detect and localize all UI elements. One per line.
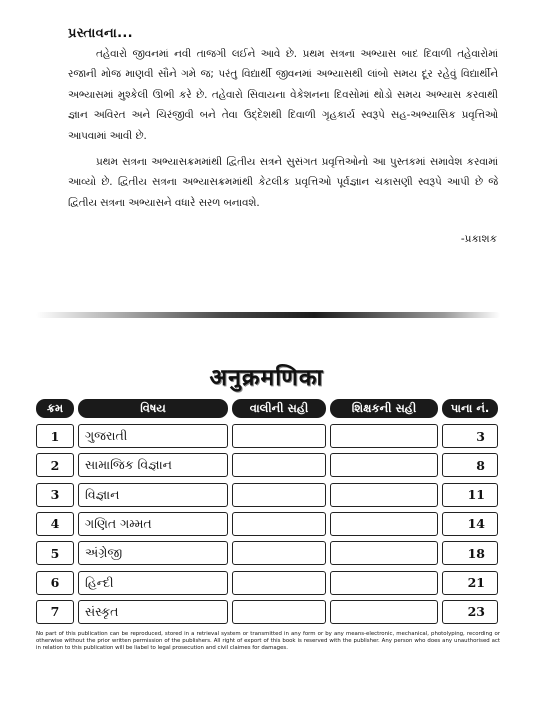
publisher-signature: -પ્રકાશક bbox=[460, 233, 497, 245]
row-subject: હિન્દી bbox=[78, 571, 228, 595]
header-page-no: પાના નં. bbox=[442, 399, 498, 418]
parent-sign-box bbox=[232, 424, 326, 448]
parent-sign-box bbox=[232, 541, 326, 565]
row-subject: ગુજરાતી bbox=[78, 424, 228, 448]
index-title: अनुक्रमणिका bbox=[209, 365, 324, 391]
teacher-sign-box bbox=[330, 424, 438, 448]
row-subject: સામાજિક વિજ્ઞાન bbox=[78, 453, 228, 477]
parent-sign-box bbox=[232, 600, 326, 624]
section-divider bbox=[36, 312, 500, 318]
teacher-sign-box bbox=[330, 512, 438, 536]
row-number: 7 bbox=[36, 600, 74, 624]
teacher-sign-box bbox=[330, 453, 438, 477]
row-number: 4 bbox=[36, 512, 74, 536]
row-page: 3 bbox=[442, 424, 498, 448]
parent-sign-box bbox=[232, 512, 326, 536]
row-subject: અંગ્રેજી bbox=[78, 541, 228, 565]
row-subject: વિજ્ઞાન bbox=[78, 483, 228, 507]
preface-paragraph-1: તહેવારો જીવનમાં નવી તાજગી લઈને આવે છે. પ્રથમ સત્રના અભ્યાસ બાદ દિવાળી તહેવારોમાં રજાની મોજ માણવી સૌને ગમે જ; પરંતુ વિદ્યાર્થી જીવનમાં અભ્યાસથી લાંબો સમય દૂર રહેવું વિદ્યાર્થીને અભ્યાસમાં મુશ્કેલી ઊભી કરે છે. તહેવારો સિવાયના વેકેશનના દિવસોમાં થોડો સમય અભ્યાસ કરવાથી જ્ઞાન અવિરત અને ચિરંજીવી બને તેવા ઉદ્દેશથી દિવાળી ગૃહકાર્ય સ્વરૂપે સહ-અભ્યાસિક પ્રવૃત્તિઓ આપવામાં આવી છે. bbox=[68, 48, 498, 142]
row-page: 14 bbox=[442, 512, 498, 536]
table-row bbox=[0, 424, 533, 453]
row-subject: સંસ્કૃત bbox=[78, 600, 228, 624]
table-row bbox=[0, 483, 533, 512]
row-page: 21 bbox=[442, 571, 498, 595]
row-subject: ગણિત ગમ્મત bbox=[78, 512, 228, 536]
copyright-notice: No part of this publication can be reproduced, stored in a retrieval system or transmitted in any form or by any means-electronic, mechanical, photolyping, recording or otherwise without the prior written permission of the publishers. All right of export of this book is reserved with the publisher. Any person who does any unauthorised act in relation to this publication will be liabel to legal prosecution and civil claimes for damages. bbox=[36, 631, 500, 652]
header-number: ક્રમ bbox=[36, 399, 74, 418]
table-row bbox=[0, 512, 533, 541]
teacher-sign-box bbox=[330, 483, 438, 507]
parent-sign-box bbox=[232, 571, 326, 595]
header-subject: વિષય bbox=[78, 399, 228, 418]
row-page: 18 bbox=[442, 541, 498, 565]
header-teacher-sign: શિક્ષકની સહી bbox=[330, 399, 438, 418]
parent-sign-box bbox=[232, 453, 326, 477]
table-row bbox=[0, 600, 533, 629]
teacher-sign-box bbox=[330, 600, 438, 624]
row-number: 1 bbox=[36, 424, 74, 448]
table-row bbox=[0, 541, 533, 570]
header-parent-sign: વાલીની સહી bbox=[232, 399, 326, 418]
row-number: 5 bbox=[36, 541, 74, 565]
row-page: 23 bbox=[442, 600, 498, 624]
table-row bbox=[0, 571, 533, 600]
row-number: 3 bbox=[36, 483, 74, 507]
teacher-sign-box bbox=[330, 541, 438, 565]
preface-body bbox=[68, 44, 498, 219]
row-page: 8 bbox=[442, 453, 498, 477]
row-number: 6 bbox=[36, 571, 74, 595]
row-page: 11 bbox=[442, 483, 498, 507]
teacher-sign-box bbox=[330, 571, 438, 595]
table-row bbox=[0, 453, 533, 482]
preface-paragraph-2: પ્રથમ સત્રના અભ્યાસક્રમમાંથી દ્વિતીય સત્રને સુસંગત પ્રવૃત્તિઓનો આ પુસ્તકમાં સમાવેશ કરવામાં આવ્યો છે. દ્વિતીય સત્રના અભ્યાસક્રમમાંથી કેટલીક પ્રવૃત્તિઓ પૂર્વજ્ઞાન ચકાસણી સ્વરૂપે આપી છે જે દ્વિતીય સત્રના અભ્યાસને વધારે સરળ બનાવશે. bbox=[68, 156, 498, 209]
row-number: 2 bbox=[36, 453, 74, 477]
preface-heading: પ્રસ્તાવના... bbox=[68, 26, 133, 41]
parent-sign-box bbox=[232, 483, 326, 507]
